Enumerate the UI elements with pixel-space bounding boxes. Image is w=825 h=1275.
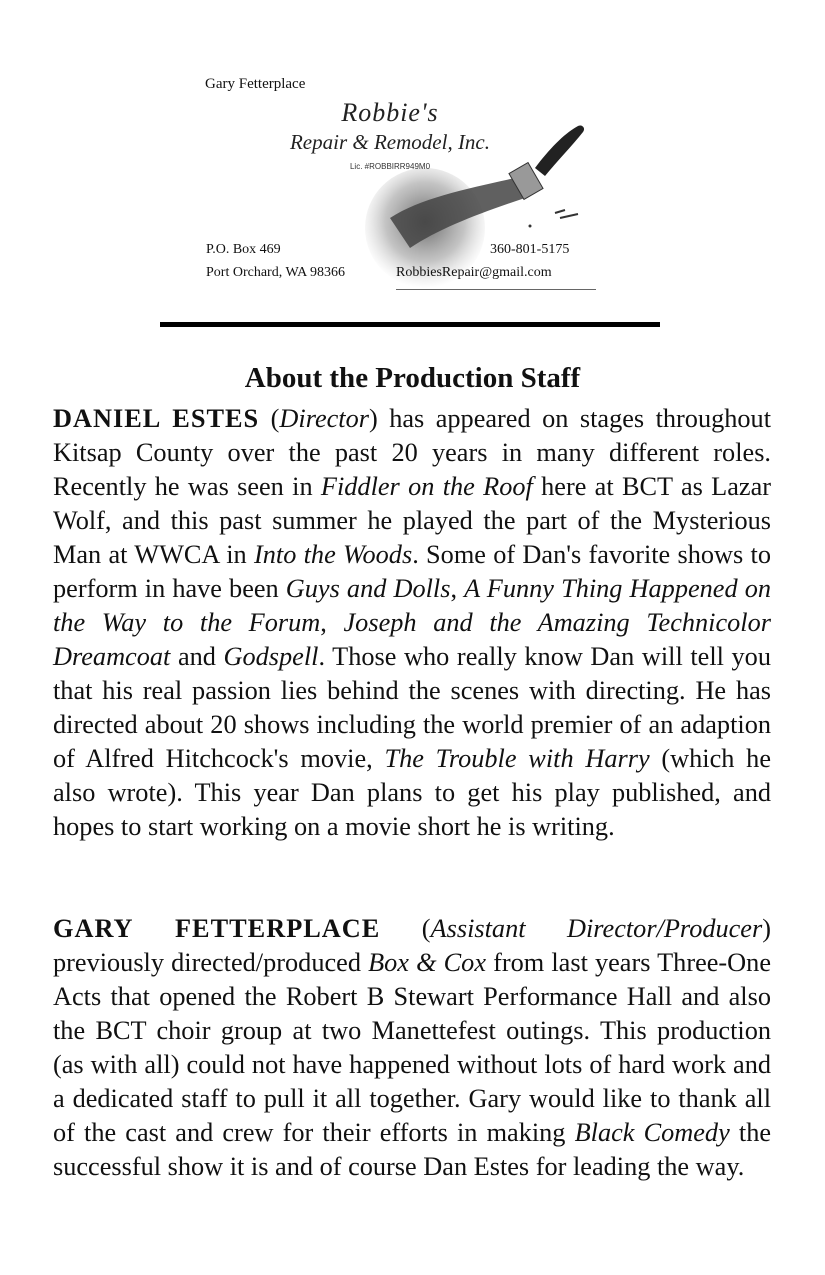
show-title: A Funny Thing Happened on the Way to the Forum <box>53 574 771 637</box>
bio-role: Director <box>279 404 369 433</box>
bio-text: here at BCT as Lazar Wolf, and this past summer he played the part of the Mysterious Man at WWCA in <box>53 472 771 569</box>
bio-text: from last years Three-One Acts that opened the Robert B Stewart Performance Hall and also the BCT choir group at two Manettefest outings. This production (as with all) could not have happened without lots of hard work and a dedicated staff to pull it all together. Gary would like to thank all of the cast and crew for their efforts in making <box>53 948 771 1147</box>
bio-name: DANIEL ESTES <box>53 404 260 433</box>
ad-address-line2: Port Orchard, WA 98366 <box>206 265 345 280</box>
show-title: The Trouble with Harry <box>384 744 650 773</box>
show-title: Guys and Dolls <box>285 574 451 603</box>
ad-phone: 360-801-5175 <box>490 242 570 257</box>
show-title: Into the Woods <box>253 540 413 569</box>
show-title: Fiddler on the Roof <box>320 472 533 501</box>
bio-text: ) has appeared on stages throughout Kitsap County over the past 20 years in many different roles. Recently he was seen in <box>53 404 771 501</box>
ad-email-underline <box>396 289 596 290</box>
bio-text: ) previously directed/produced <box>53 914 771 977</box>
ad-license-number: Lic. #ROBBIRR949M0 <box>349 162 431 171</box>
bio-daniel-estes <box>53 402 771 844</box>
ad-email: RobbiesRepair@gmail.com <box>396 265 552 280</box>
bio-role: Assistant Director/Producer <box>430 914 763 943</box>
bio-text: ( <box>380 914 431 943</box>
bio-text: the successful show it is and of course Dan Estes for leading the way. <box>53 1118 772 1181</box>
bio-text: (which he also wrote). This year Dan plans to get his play published, and hopes to start working on a movie short he is writing. <box>53 744 771 841</box>
ad-company-name: Robbie's <box>341 98 439 127</box>
bio-text: and <box>170 642 224 671</box>
bio-text: , <box>320 608 344 637</box>
show-title: Joseph and the Amazing Technicolor Dreamcoat <box>53 608 771 671</box>
ad-owner-name: Gary Fetterplace <box>205 76 306 92</box>
ad-address-line1: P.O. Box 469 <box>206 242 281 257</box>
show-title: Box & Cox <box>368 948 487 977</box>
show-title: Godspell <box>223 642 319 671</box>
bio-text: . Those who really know Dan will tell you that his real passion lies behind the scenes with directing. He has directed about 20 shows including the world premier of an adaption of Alfred Hitchcock's movie, <box>53 642 771 773</box>
business-card-ad <box>200 70 600 300</box>
bio-name: GARY FETTERPLACE <box>53 914 381 943</box>
section-divider <box>160 322 660 327</box>
bio-text: ( <box>259 404 280 433</box>
section-title: About the Production Staff <box>244 362 581 394</box>
show-title: Black Comedy <box>574 1118 730 1147</box>
bio-text: , <box>450 574 465 603</box>
ad-company-subtitle: Repair & Remodel, Inc. <box>289 130 491 154</box>
bio-text: . Some of Dan's favorite shows to perform in have been <box>53 540 771 603</box>
bio-gary-fetterplace <box>53 912 771 1184</box>
